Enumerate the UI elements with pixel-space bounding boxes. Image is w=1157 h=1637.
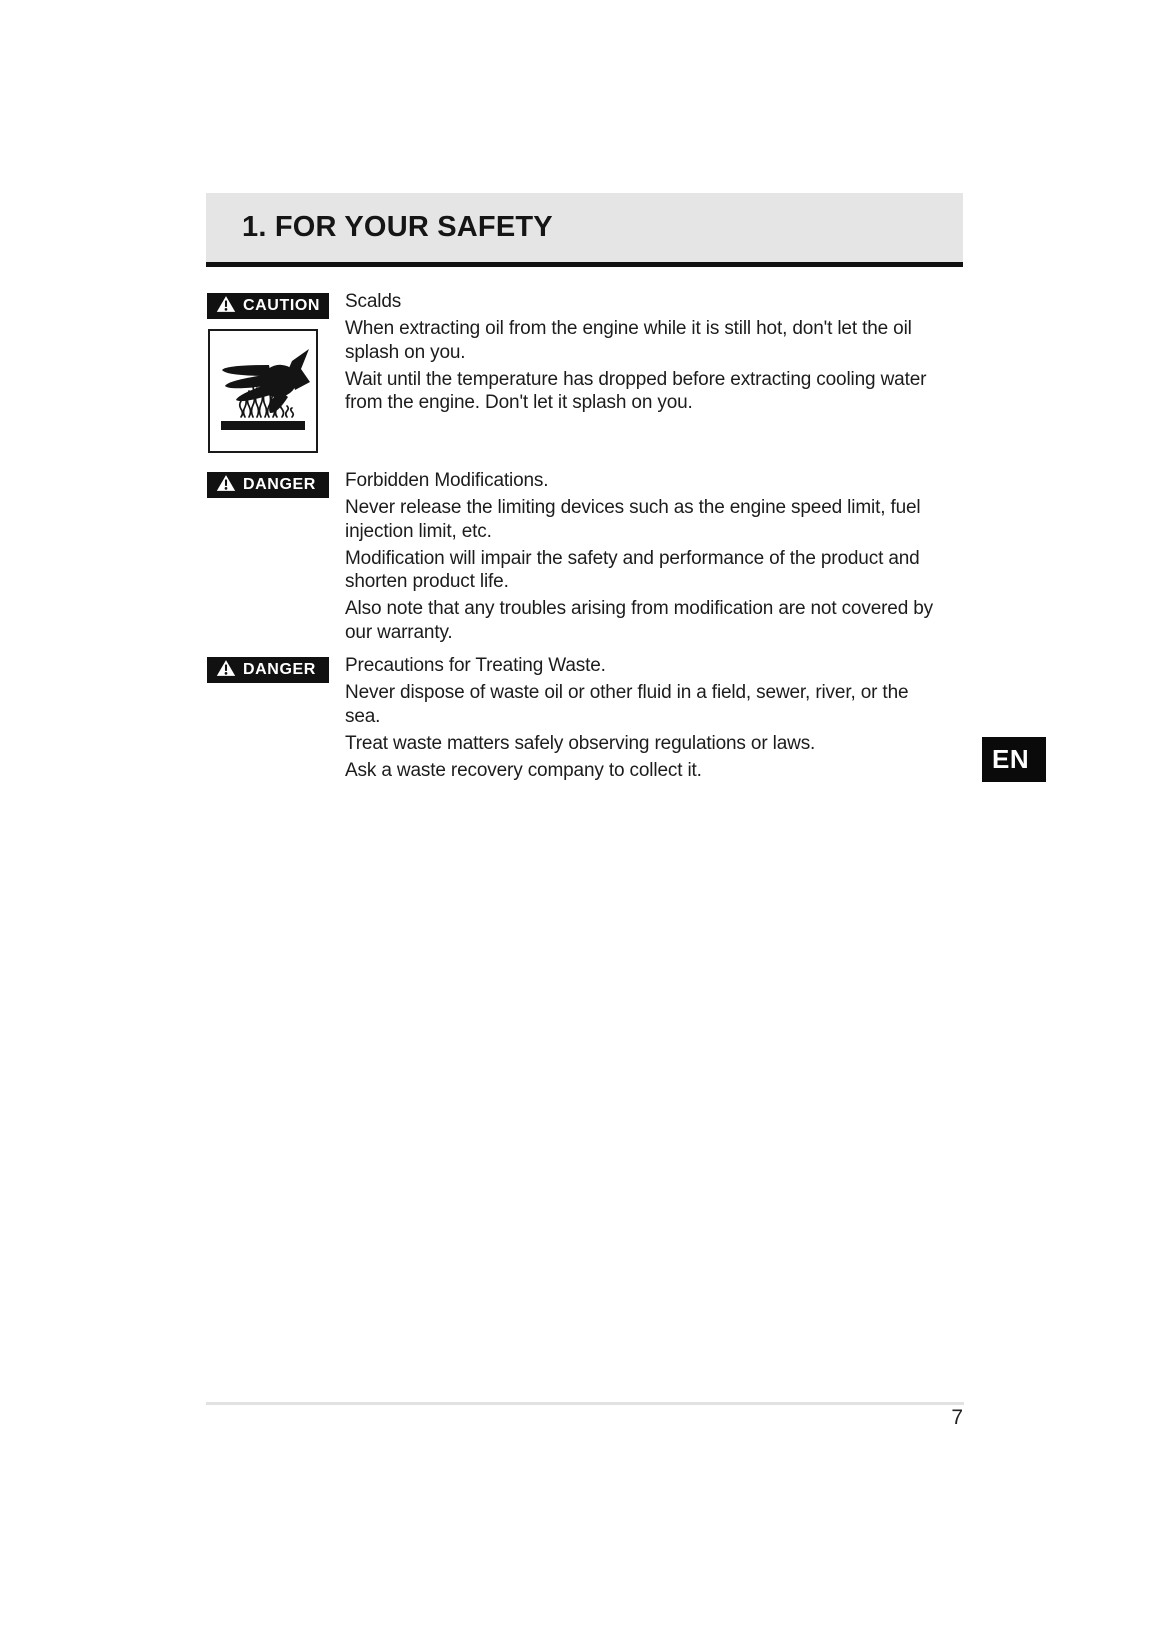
footer-rule [206, 1402, 964, 1405]
warning-heading: Forbidden Modifications. [345, 470, 549, 491]
page-title: 1. FOR YOUR SAFETY [242, 211, 553, 243]
warning-text-block [345, 290, 945, 415]
header-rule [206, 262, 963, 267]
danger-badge [207, 657, 329, 683]
language-tab-en [982, 737, 1046, 782]
warning-paragraph: Treat waste matters safely observing regulations or laws. [345, 732, 816, 754]
warning-heading: Scalds [345, 291, 402, 312]
warning-text-block [345, 469, 945, 644]
warning-triangle-icon [216, 474, 236, 497]
warning-heading: Precautions for Treating Waste. [345, 655, 606, 676]
warning-paragraph: Never release the limiting devices such as the engine speed limit, fuel injection limit, etc. [345, 497, 921, 542]
chapter-header-bar [206, 193, 963, 262]
warning-paragraph: Also note that any troubles arising from modification are not covered by our warranty. [345, 598, 934, 643]
badge-label: DANGER [243, 661, 316, 678]
badge-label: CAUTION [243, 297, 321, 314]
warning-paragraph: Never dispose of waste oil or other fluid in a field, sewer, river, or the sea. [345, 682, 909, 727]
warning-triangle-icon [216, 659, 236, 682]
badge-label: DANGER [243, 476, 316, 493]
warning-triangle-icon [216, 295, 236, 318]
page-number: 7 [951, 1406, 963, 1429]
danger-badge [207, 472, 329, 498]
warning-paragraph: When extracting oil from the engine while it is still hot, don't let the oil splash on you. [345, 318, 912, 363]
warning-paragraph: Modification will impair the safety and performance of the product and shorten product life. [345, 547, 920, 592]
warning-paragraph: Ask a waste recovery company to collect it. [345, 759, 702, 781]
warning-paragraph: Wait until the temperature has dropped before extracting cooling water from the engine. Don't let it splash on you. [345, 368, 927, 413]
caution-badge [207, 293, 329, 319]
language-tab-label: EN [992, 744, 1030, 774]
hot-surface-hand-icon [208, 329, 318, 453]
warning-text-block [345, 654, 945, 782]
